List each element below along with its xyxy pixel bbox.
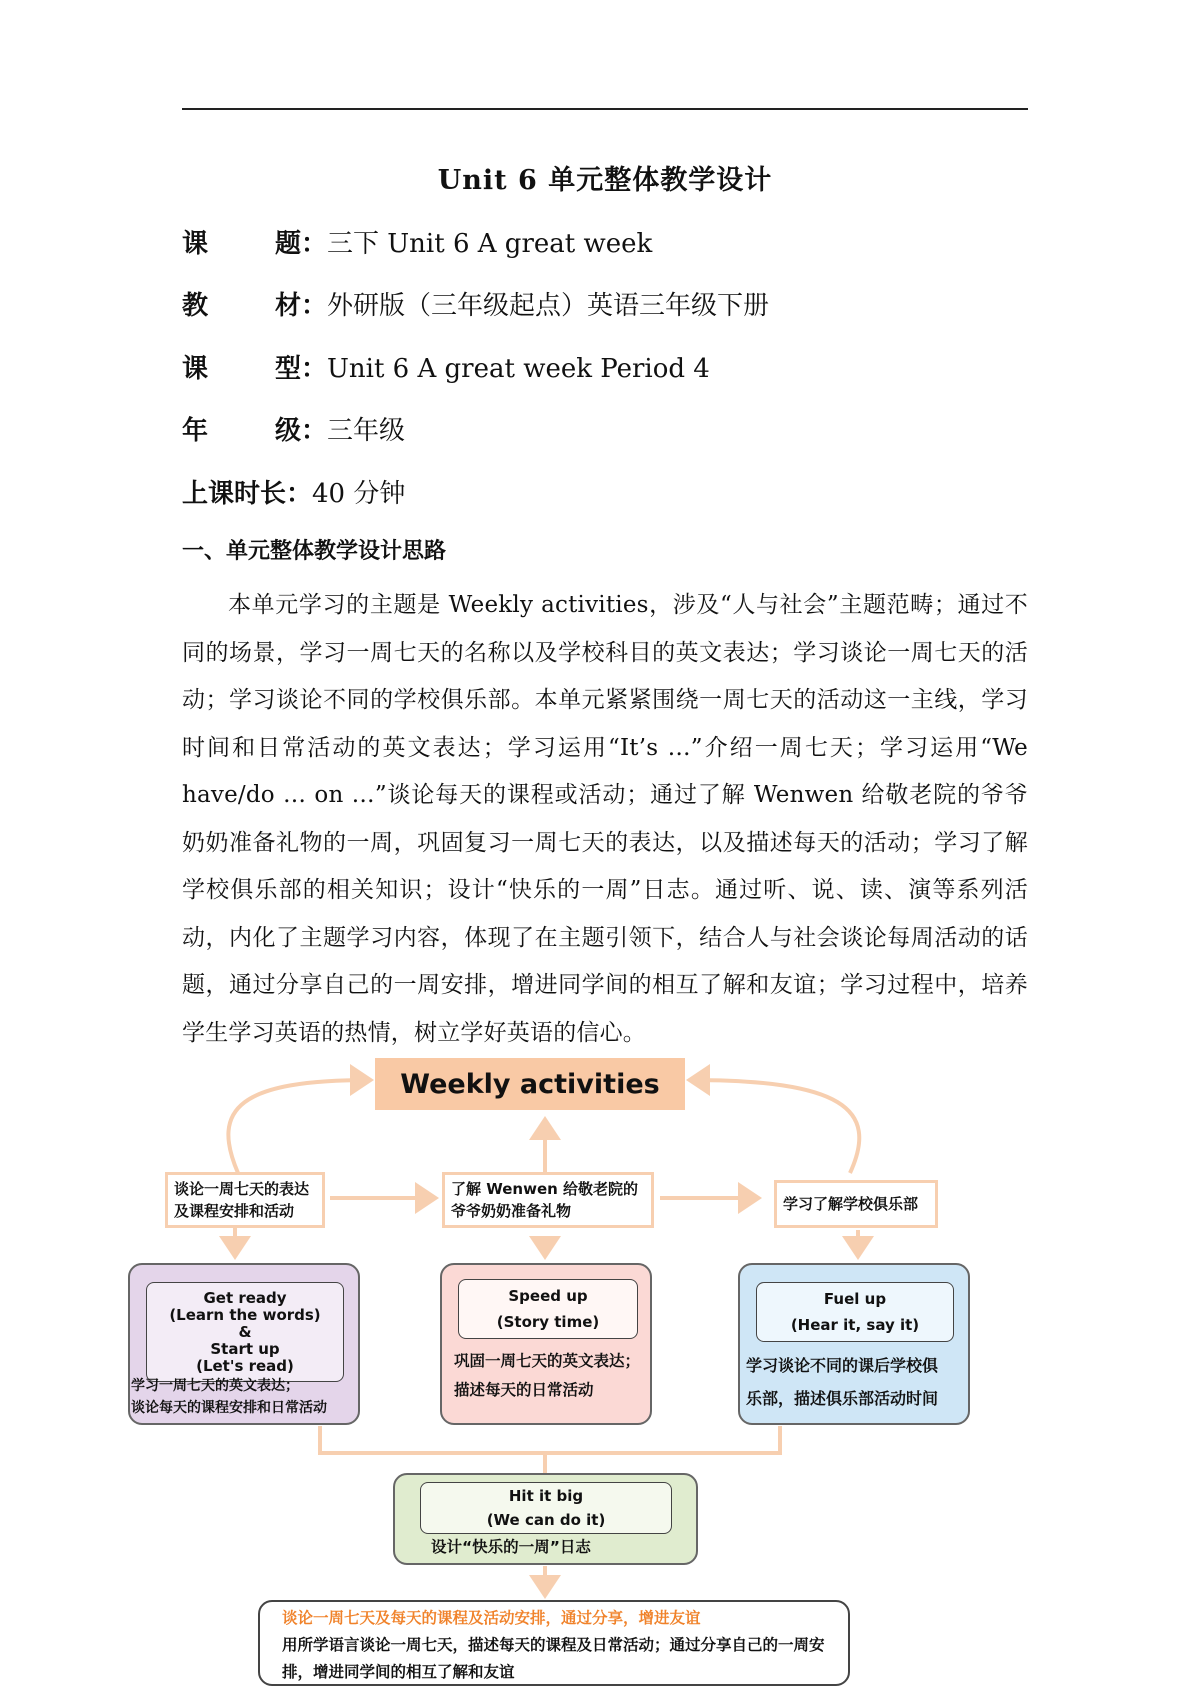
meta-label: 教 材： — [182, 291, 327, 321]
panel-get-ready — [128, 1263, 360, 1425]
panel-line: Fuel up — [823, 1290, 887, 1308]
unit-flow-diagram — [120, 1058, 1000, 1681]
panel-line: (We can do it) — [486, 1511, 606, 1529]
panel-line: Speed up — [508, 1287, 588, 1305]
connector-bottom — [320, 1426, 780, 1473]
body-paragraph: 本单元学习的主题是 Weekly activities，涉及“人与社会”主题范畴；通过不同的场景，学习一周七天的名称以及学校科目的英文表达；学习谈论一周七天的活动；学习谈论不同的学校俱乐部。本单元紧紧围绕一周七天的活动这一主线，学习时间和日常活动的英文表达；学习运用“It’s …”介绍一周七天；学习运用“We have/do … on …”谈论每天的课程或活动；通过了解 Wenwen 给敬老院的爷爷奶奶准备礼物的一周，巩固复习一周七天的表达，以及描述每天的活动；学习了解学校俱乐部的相关知识；设计“快乐的一周”日志。通过听、说、读、演等系列活动，内化了主题学习内容，体现了在主题引领下，结合人与社会谈论每周活动的话题，通过分享自己的一周安排，增进同学间的相互了解和友谊；学习过程中，培养学生学习英语的热情，树立学好英语的信心。 — [182, 592, 1028, 1046]
diagram-summary — [258, 1600, 850, 1686]
panel-line: (Let's read) — [196, 1356, 294, 1375]
meta-value: 40 分钟 — [312, 479, 406, 509]
meta-value: 外研版（三年级起点）英语三年级下册 — [327, 291, 770, 321]
document-title: Unit 6 单元整体教学设计 — [437, 165, 773, 196]
meta-label: 课 型： — [182, 354, 327, 384]
panel-line: (Hear it, say it) — [790, 1316, 920, 1334]
meta-textbook — [182, 288, 1028, 324]
arrow-right-to-title — [690, 1080, 859, 1173]
panel-speed-up — [440, 1263, 652, 1425]
diagram-title: Weekly activities — [375, 1058, 685, 1110]
summary-headline: 谈论一周七天及每天的课程及活动安排，通过分享，增进友谊 — [282, 1609, 701, 1627]
panel-inner — [458, 1279, 638, 1339]
meta-lesson-type — [182, 351, 1028, 387]
panel-line: & — [238, 1322, 252, 1341]
meta-duration — [182, 476, 1028, 512]
panel-inner — [146, 1282, 344, 1382]
meta-label: 课 题： — [182, 229, 327, 259]
panel-hit-it-big — [393, 1473, 698, 1565]
meta-value: 三年级 — [327, 416, 406, 446]
section-heading: 一、单元整体教学设计思路 — [182, 539, 447, 564]
meta-value: Unit 6 A great week Period 4 — [327, 354, 710, 384]
meta-topic — [182, 226, 1028, 262]
panel-line: (Story time) — [496, 1313, 600, 1331]
panel-line: (Learn the words) — [169, 1305, 321, 1324]
panel-line: Get ready — [203, 1288, 287, 1307]
node-weekdays: 谈论一周七天的表达及课程安排和活动 — [165, 1172, 325, 1228]
node-wenwen: 了解 Wenwen 给敬老院的爷爷奶奶准备礼物 — [442, 1172, 654, 1228]
panel-inner — [756, 1282, 954, 1342]
panel-line: Hit it big — [508, 1487, 584, 1505]
panel-inner — [420, 1482, 672, 1534]
panel-line: Start up — [210, 1339, 280, 1358]
arrow-left-to-title — [228, 1080, 370, 1173]
meta-value: 三下 Unit 6 A great week — [327, 229, 653, 259]
summary-text: 用所学语言谈论一周七天，描述每天的课程及日常活动；通过分享自己的一周安排，增进同学间的相互了解和友谊 — [282, 1636, 825, 1681]
header-rule — [182, 108, 1028, 110]
panel-caption: 设计“快乐的一周”日志 — [431, 1538, 591, 1556]
meta-label: 上课时长： — [182, 479, 313, 509]
meta-grade — [182, 413, 1028, 449]
panel-fuel-up — [738, 1263, 970, 1425]
meta-label: 年 级： — [182, 416, 327, 446]
node-clubs: 学习了解学校俱乐部 — [774, 1180, 938, 1228]
panel-caption: 巩固一周七天的英文表达； 描述每天的日常活动 — [454, 1352, 641, 1399]
panel-caption: 学习一周七天的英文表达； 谈论每天的课程安排和日常活动 — [131, 1378, 327, 1416]
panel-caption: 学习谈论不同的课后学校俱 乐部，描述俱乐部活动时间 — [746, 1356, 939, 1408]
